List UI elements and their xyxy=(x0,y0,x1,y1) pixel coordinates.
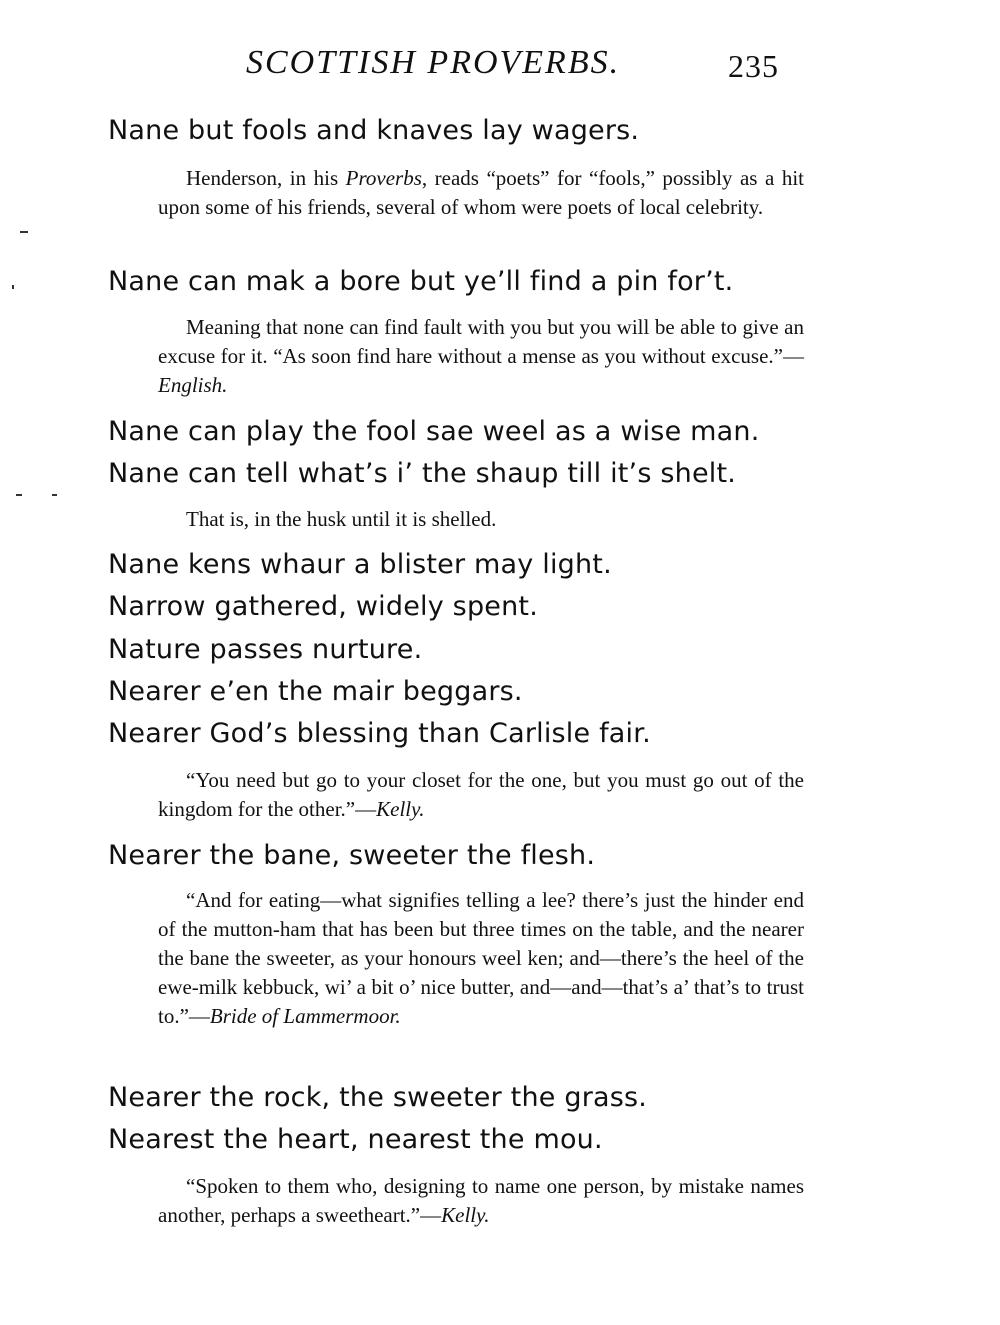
proverb: Nearest the heart, nearest the mou. xyxy=(108,1124,603,1155)
note-italic: Kelly. xyxy=(441,1203,490,1227)
proverb: Nane can tell what’s i’ the shaup till it’s shelt. xyxy=(108,458,737,489)
proverb: Nane but fools and knaves lay wagers. xyxy=(108,115,640,146)
scan-speck xyxy=(52,494,57,496)
proverb: Nearer the rock, the sweeter the grass. xyxy=(108,1082,648,1113)
proverb: Nane can mak a bore but ye’ll find a pin for’t. xyxy=(108,266,734,297)
note-italic: Bride of Lammermoor. xyxy=(209,1004,401,1028)
note-italic: Kelly. xyxy=(376,797,425,821)
proverb: Nane can play the fool sae weel as a wise man. xyxy=(108,416,760,447)
proverb: Narrow gathered, widely spent. xyxy=(108,591,538,622)
proverb-note xyxy=(158,766,804,824)
note-text: , reads “poets” for “fools,” possibly as a hit upon some of his friends, several of whom were poets of local celebrity. xyxy=(158,166,804,219)
running-title: SCOTTISH PROVERBS. xyxy=(246,44,621,81)
proverb-note xyxy=(158,886,804,1031)
page-number: 235 xyxy=(728,48,779,84)
proverb: Nature passes nurture. xyxy=(108,634,423,665)
note-text: Henderson, in his xyxy=(186,166,346,190)
scan-speck xyxy=(12,285,14,289)
note-italic: Proverbs xyxy=(345,166,422,190)
proverb: Nane kens whaur a blister may light. xyxy=(108,549,612,580)
proverb-note xyxy=(158,505,804,534)
note-text: “You need but go to your closet for the one, but you must go out of the kingdom for the other.”— xyxy=(158,768,804,821)
note-text: “Spoken to them who, designing to name one person, by mistake names another, perhaps a sweetheart.”— xyxy=(158,1174,804,1227)
scan-speck xyxy=(16,494,22,496)
proverb-note xyxy=(158,313,804,400)
proverb: Nearer God’s blessing than Carlisle fair. xyxy=(108,718,651,749)
proverb: Nearer the bane, sweeter the flesh. xyxy=(108,840,596,871)
note-text: Meaning that none can find fault with you but you will be able to give an excuse for it. “As soon find hare without a mense as you without excuse.”— xyxy=(158,315,804,368)
proverb-note xyxy=(158,164,804,222)
note-text: “And for eating—what signifies telling a lee? there’s just the hinder end of the mutton-ham that has been but three times on the table, and the nearer the bane the sweeter, as your honours weel ken; and—there’s the heel of the ewe-milk kebbuck, wi’ a bit o’ nice butter, and—and—that’s a’ that’s to trust to.”— xyxy=(158,888,804,1028)
scan-speck xyxy=(20,231,28,233)
page-header xyxy=(0,44,1000,90)
note-text: That is, in the husk until it is shelled. xyxy=(186,507,497,531)
proverb-note xyxy=(158,1172,804,1230)
proverb: Nearer e’en the mair beggars. xyxy=(108,676,523,707)
note-italic: English. xyxy=(158,373,228,397)
